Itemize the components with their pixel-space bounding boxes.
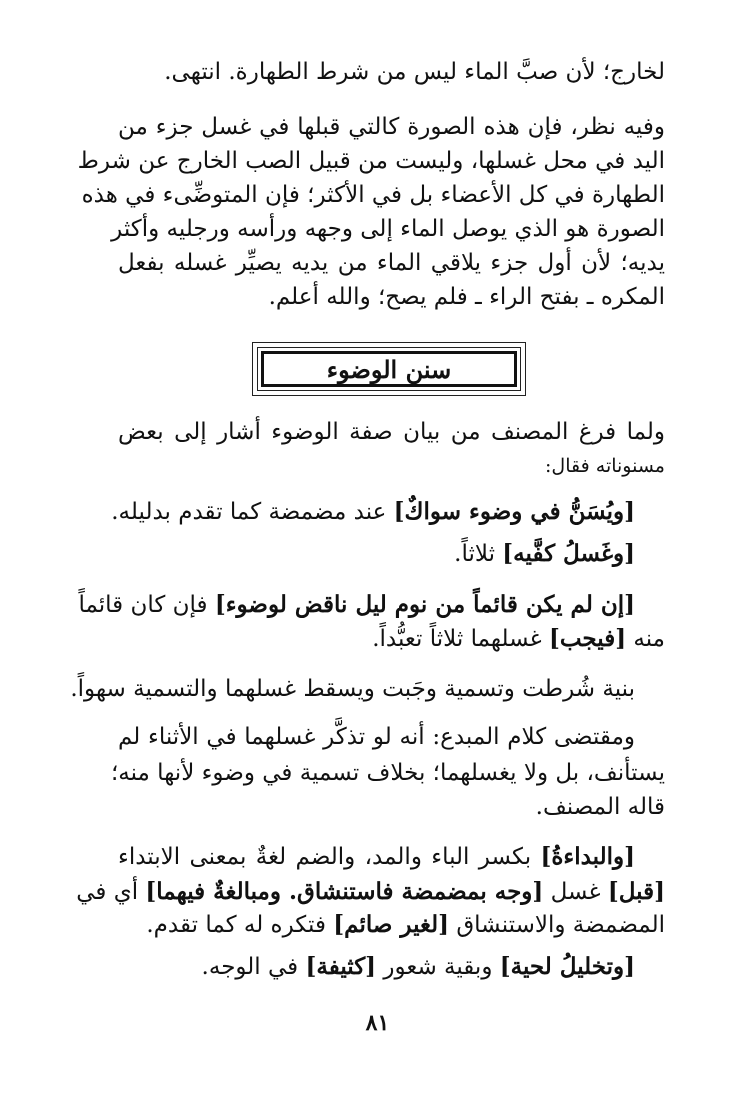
paragraph-bidaa-line3 <box>146 908 665 942</box>
paragraph-nawm-line2 <box>372 622 665 656</box>
commentary-text: بكسر الباء والمد، والضم لغةٌ بمعنى الابتداء <box>118 844 541 870</box>
bold-matn: [كثيفة] <box>305 953 377 980</box>
commentary-text: في الوجه. <box>201 954 306 980</box>
commentary-text: غسل <box>543 879 608 905</box>
commentary-text: منه <box>626 626 665 652</box>
text-line: ومقتضى كلام المبدع: أنه لو تذكَّر غسلهما في الأثناء لم <box>118 724 635 750</box>
commentary-text: فتكره له كما تقدم. <box>146 912 334 938</box>
commentary-text: ثلاثاً. <box>454 541 503 567</box>
bold-matn: [إن لم يكن قائماً من نوم ليل ناقض لوضوء] <box>214 591 635 618</box>
commentary-text: وبقية شعور <box>376 954 500 980</box>
bold-matn: [وتخليلُ لحية] <box>499 953 635 980</box>
text-line: يستأنف، بل ولا يغسلهما؛ بخلاف تسمية في وضوء لأنها منه؛ <box>110 760 665 786</box>
bold-matn: [ويُسَنُّ في وضوء سواكٌ] <box>393 498 635 525</box>
text-line: الطهارة في كل الأعضاء بل في الأكثر؛ فإن المتوضِّىء في هذه <box>81 182 665 208</box>
bold-matn: [وجه بمضمضة فاستنشاق. ومبالغةٌ فيهما] <box>145 878 544 905</box>
bold-matn: [وغَسلُ كفَّيه] <box>502 540 635 567</box>
commentary-text: المضمضة والاستنشاق <box>449 912 665 938</box>
page-number: ٨١ <box>365 1010 390 1036</box>
commentary-text: فإن كان قائماً <box>78 592 215 618</box>
paragraph-niyya: بنية شُرطت وتسمية وجَبت ويسقط غسلهما والتسمية سهواً. <box>70 676 635 702</box>
section-title: سنن الوضوء <box>326 355 452 384</box>
bold-matn: [قبل] <box>607 878 665 905</box>
text-line: وفيه نظر، فإن هذه الصورة كالتي قبلها في غسل جزء من <box>118 114 665 140</box>
bold-matn: [لغير صائم] <box>333 911 450 938</box>
text-line: اليد في محل غسلها، وليست من قبيل الصب الخارج عن شرط <box>77 148 665 174</box>
paragraph-siwak <box>111 495 635 529</box>
commentary-text: غسلهما ثلاثاً تعبُّداً. <box>372 626 549 652</box>
paragraph-lihya <box>202 950 635 984</box>
text-line: لخارج؛ لأن صبَّ الماء ليس من شرط الطهارة. انتهى. <box>164 59 665 85</box>
bold-matn: [فيجب] <box>548 625 627 652</box>
section-title-frame <box>252 342 526 396</box>
paragraph-nawm-line1 <box>78 588 635 622</box>
text-line: مسنوناته فقال: <box>545 455 665 477</box>
text-line: الصورة هو الذي يوصل الماء إلى وجهه ورأسه ورجليه وأكثر <box>111 216 665 242</box>
text-line: يديه؛ لأن أول جزء يلاقي الماء من يديه يصيِّر غسله بفعل <box>118 250 665 276</box>
text-line: المكره ـ بفتح الراء ـ فلم يصح؛ والله أعلم. <box>268 284 665 310</box>
commentary-text: أي في <box>76 879 146 905</box>
commentary-text: عند مضمضة كما تقدم بدليله. <box>111 499 394 525</box>
paragraph-kaffayh <box>454 537 635 571</box>
bold-matn: [والبداءةُ] <box>540 843 635 870</box>
text-line: قاله المصنف. <box>535 794 665 820</box>
text-line: ولما فرغ المصنف من بيان صفة الوضوء أشار إلى بعض <box>118 419 665 445</box>
paragraph-bidaa-line2 <box>76 875 665 909</box>
paragraph-bidaa-line1 <box>118 840 635 874</box>
